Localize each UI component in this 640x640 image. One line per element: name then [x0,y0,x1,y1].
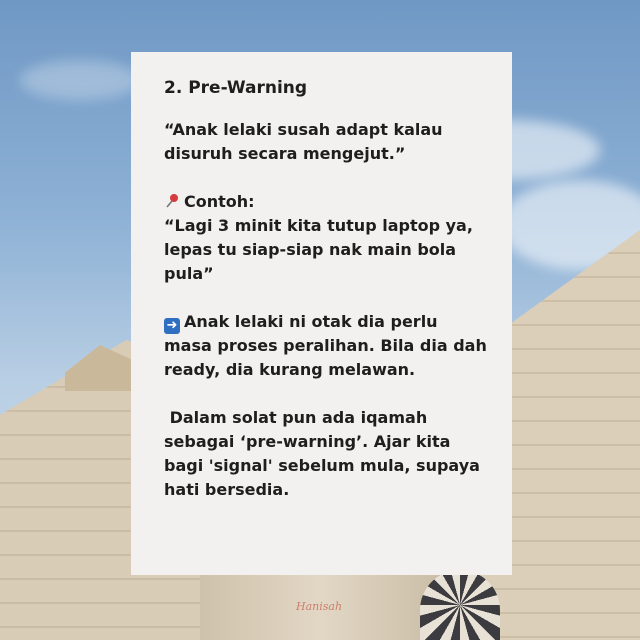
example-text: “Lagi 3 minit kita tutup laptop ya, lepas tu siap-siap nak main bola pula” [164,216,473,283]
closing-text: Dalam solat pun ada iqamah sebagai ‘pre-warning’. Ajar kita bagi 'signal' sebelum mula, supaya hati bersedia. [164,408,486,499]
arrow-right-icon: ➜ [164,318,180,334]
cloud [20,60,140,100]
pushpin-icon [164,193,180,209]
point-text-line [164,310,490,382]
mosque-arch [420,570,500,640]
point-text: Anak lelaki ni otak dia perlu masa proses peralihan. Bila dia dah ready, dia kurang melawan. [164,312,487,379]
signature-watermark: Hanisah [296,600,343,613]
card-heading: 2. Pre-Warning [164,78,308,98]
example-label-line [164,190,490,214]
text-card [131,52,512,575]
example-label: Contoh: [184,192,255,211]
quote-text: “Anak lelaki susah adapt kalau disuruh secara mengejut.” [164,120,443,163]
